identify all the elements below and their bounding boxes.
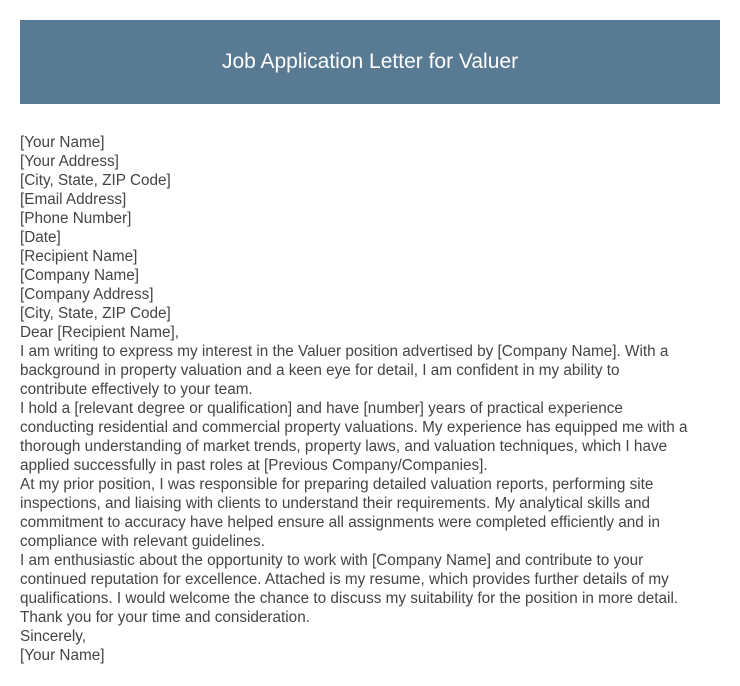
sender-name: [Your Name] xyxy=(20,134,105,151)
sender-address: [Your Address] xyxy=(20,153,119,170)
recipient-company: [Company Name] xyxy=(20,267,140,284)
paragraph-line: At my prior position, I was responsible for preparing detailed valuation reports, performing site xyxy=(20,476,654,493)
paragraph-line: inspections, and liaising with clients to understand their requirements. My analytical skills and xyxy=(20,495,651,512)
paragraph-line: I hold a [relevant degree or qualification] and have [number] years of practical experience xyxy=(20,400,623,417)
paragraph-line: contribute effectively to your team. xyxy=(20,381,253,398)
paragraph-qualifications xyxy=(20,399,726,475)
letter-date: [Date] xyxy=(20,229,61,246)
paragraph-experience xyxy=(20,475,726,551)
recipient-block xyxy=(20,247,726,323)
paragraph-line: continued reputation for excellence. Attached is my resume, which provides further details of my xyxy=(20,571,669,588)
closing: Sincerely, xyxy=(20,628,87,645)
recipient-company-address: [Company Address] xyxy=(20,286,154,303)
sender-email: [Email Address] xyxy=(20,191,127,208)
signature: [Your Name] xyxy=(20,647,105,664)
paragraph-line: conducting residential and commercial property valuations. My experience has equipped me with a xyxy=(20,419,688,436)
page-title: Job Application Letter for Valuer xyxy=(221,50,519,73)
paragraph-thanks xyxy=(20,608,726,627)
paragraph-line: Thank you for your time and consideration. xyxy=(20,609,310,626)
paragraph-line: applied successfully in past roles at [Previous Company/Companies]. xyxy=(20,457,488,474)
paragraph-line: compliance with relevant guidelines. xyxy=(20,533,265,550)
paragraph-line: background in property valuation and a keen eye for detail, I am confident in my ability to xyxy=(20,362,620,379)
paragraph-interest xyxy=(20,342,726,399)
sender-block xyxy=(20,133,726,228)
recipient-city-state-zip: [City, State, ZIP Code] xyxy=(20,305,171,322)
paragraph-line: qualifications. I would welcome the chance to discuss my suitability for the position in more detail. xyxy=(20,590,679,607)
paragraph-enthusiasm xyxy=(20,551,726,608)
recipient-name: [Recipient Name] xyxy=(20,248,138,265)
paragraph-line: commitment to accuracy have helped ensure all assignments were completed efficiently and in xyxy=(20,514,660,531)
paragraph-line: I am enthusiastic about the opportunity to work with [Company Name] and contribute to your xyxy=(20,552,644,569)
paragraph-line: thorough understanding of market trends, property laws, and valuation techniques, which I have xyxy=(20,438,668,455)
salutation: Dear [Recipient Name], xyxy=(20,324,179,341)
paragraph-line: I am writing to express my interest in the Valuer position advertised by [Company Name]. With a xyxy=(20,343,669,360)
sender-city-state-zip: [City, State, ZIP Code] xyxy=(20,172,171,189)
letter-body xyxy=(20,133,726,665)
title-banner xyxy=(20,20,720,104)
sender-phone: [Phone Number] xyxy=(20,210,132,227)
